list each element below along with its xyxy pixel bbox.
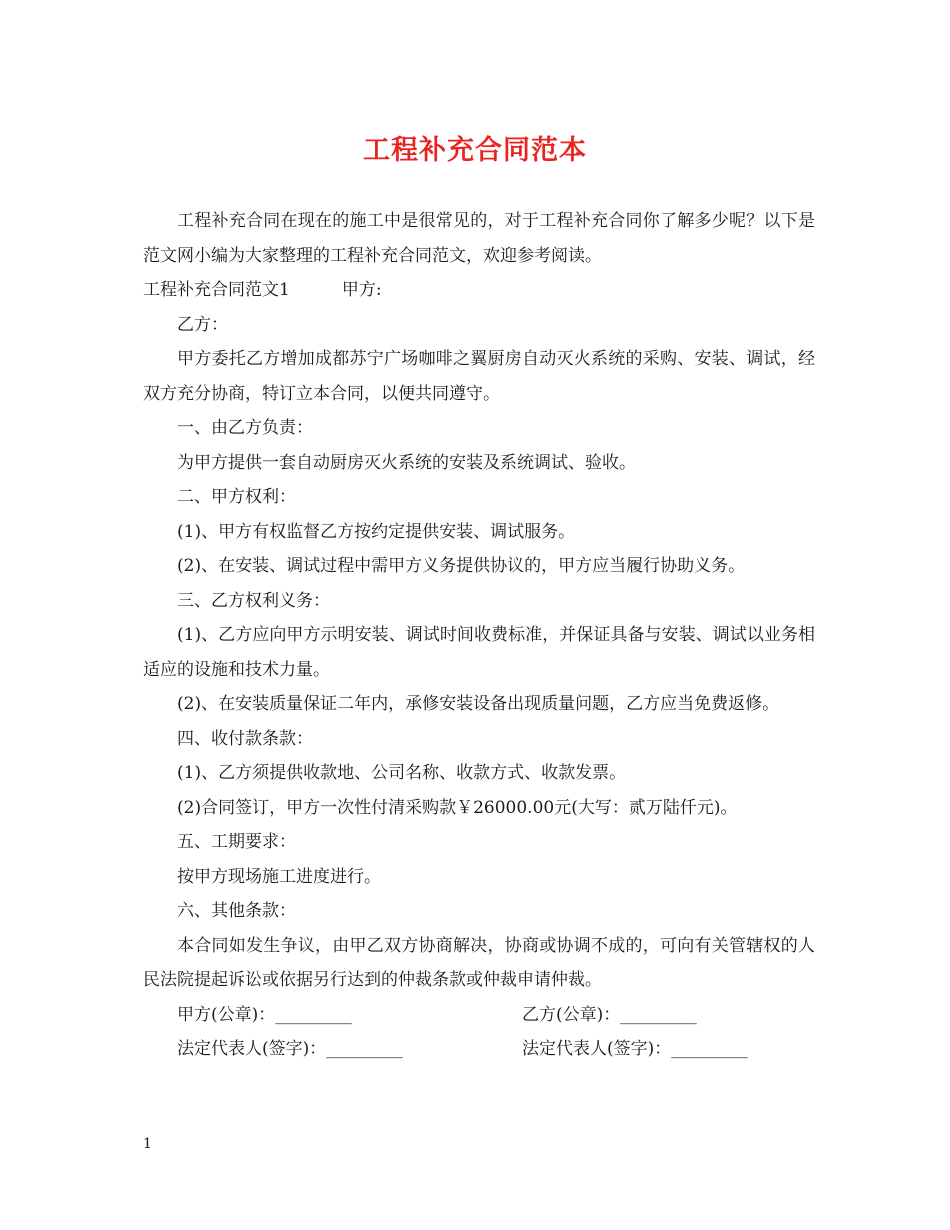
party-a-seal: 甲方(公章)：_________ (177, 1004, 352, 1025)
section1-text: 为甲方提供一套自动厨房灭火系统的安装及系统调试、验收。 (177, 452, 636, 473)
document-title: 工程补充合同范本 (363, 135, 587, 166)
intro-paragraph: 工程补充合同在现在的施工中是很常见的，对于工程补充合同你了解多少呢？以下是范文网小编为大家整理的工程补充合同范文，欢迎参考阅读。 (143, 211, 815, 266)
entrust-paragraph: 甲方委托乙方增加成都苏宁广场咖啡之翼厨房自动灭火系统的采购、安装、调试，经双方充分协商，特订立本合同，以便共同遵守。 (143, 349, 815, 404)
section6-heading: 六、其他条款： (177, 901, 296, 921)
section2-item1: (1)、甲方有权监督乙方按约定提供安装、调试服务。 (177, 521, 576, 542)
section3-item2: (2)、在安装质量保证二年内，承修安装设备出现质量问题，乙方应当免费返修。 (177, 694, 780, 714)
party-b-label: 乙方： (177, 314, 228, 335)
signature-row-representative (143, 1032, 815, 1067)
version-line (143, 273, 815, 308)
section4-item1: (1)、乙方须提供收款地、公司名称、收款方式、收款发票。 (177, 763, 627, 783)
section2-item2: (2)、在安装、调试过程中需甲方义务提供协议的，甲方应当履行协助义务。 (177, 556, 746, 576)
section4-item2: (2)合同签订，甲方一次性付清采购款￥26000.00元(大写：贰万陆仟元)。 (177, 797, 738, 818)
document-body (143, 204, 815, 1067)
party-a-label: 甲方: (341, 280, 382, 300)
section2-heading: 二、甲方权利： (177, 487, 296, 507)
section5-text: 按甲方现场施工进度进行。 (177, 866, 381, 887)
section6-text: 本合同如发生争议，由甲乙双方协商解决，协商或协调不成的，可向有关管辖权的人民法院提起诉讼或依据另行达到的仲裁条款或仲裁申请仲裁。 (143, 935, 815, 990)
party-b-representative: 法定代表人(签字)：_________ (522, 1039, 748, 1059)
page-number: 1 (143, 1136, 152, 1152)
section3-item1: (1)、乙方应向甲方示明安装、调试时间收费标准，并保证具备与安装、调试以业务相适应的设施和技术力量。 (143, 625, 815, 680)
signature-row-seal (143, 998, 815, 1033)
party-a-representative: 法定代表人(签字)：_________ (177, 1039, 403, 1059)
section3-heading: 三、乙方权利义务： (177, 590, 330, 611)
section1-heading: 一、由乙方负责： (177, 418, 313, 438)
section5-heading: 五、工期要求： (177, 832, 296, 852)
party-b-seal: 乙方(公章)：_________ (522, 1004, 697, 1025)
version-label: 工程补充合同范文1 (143, 280, 290, 300)
section4-heading: 四、收付款条款： (177, 728, 313, 749)
